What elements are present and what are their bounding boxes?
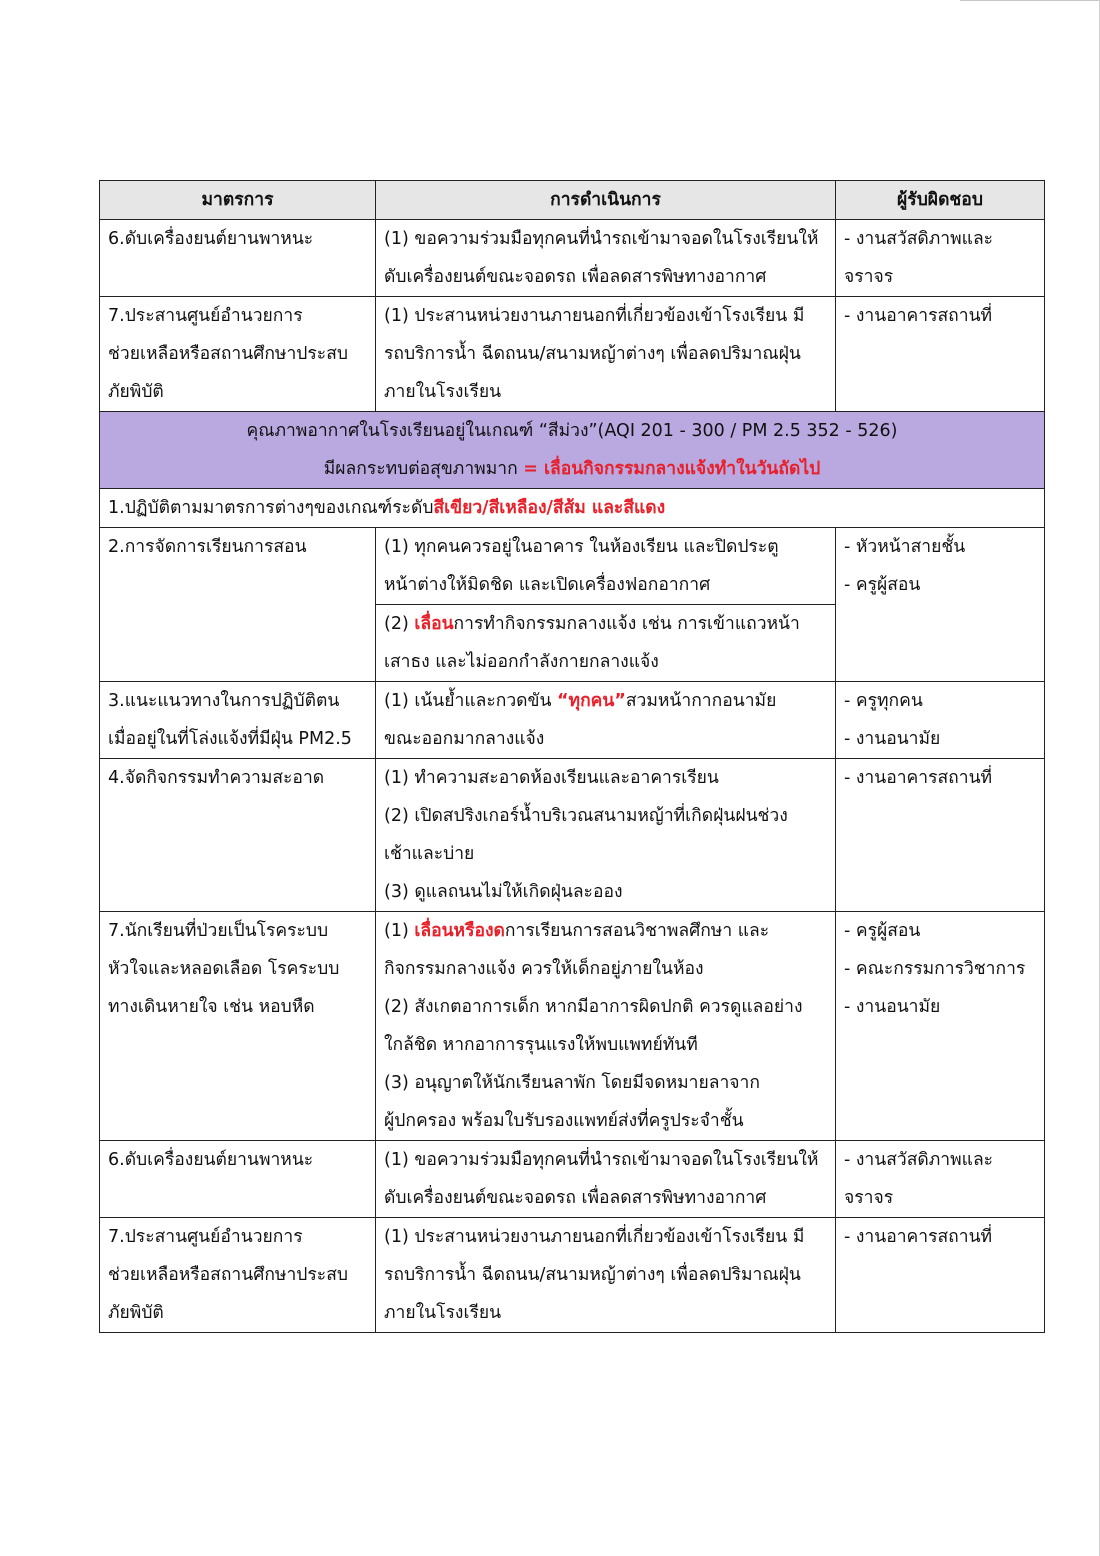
table-row <box>100 489 1045 528</box>
page-top-rule <box>960 0 1100 1</box>
table-header-row <box>100 181 1045 220</box>
measure-cell: 3.แนะแนวทางในการปฏิบัติตน เมื่ออยู่ในที่โล่งแจ้งที่มีฝุ่น PM2.5 <box>100 682 376 759</box>
table-row <box>100 297 1045 412</box>
responsible-cell: - งานสวัสดิภาพและ จราจร <box>836 1141 1045 1218</box>
action-cell: (1) ทุกคนควรอยู่ในอาคาร ในห้องเรียน และปิดประตู หน้าต่างให้มิดชิด และเปิดเครื่องฟอกอากาศ <box>376 528 836 605</box>
responsible-cell: - งานอาคารสถานที่ <box>836 759 1045 912</box>
action-cell: (1) เน้นย้ำและกวดขัน “ทุกคน”สวมหน้ากากอนามัย ขณะออกมากลางแจ้ง <box>376 682 836 759</box>
responsible-cell: - งานสวัสดิภาพและ จราจร <box>836 220 1045 297</box>
table-row <box>100 912 1045 1141</box>
responsible-cell: - งานอาคารสถานที่ <box>836 1218 1045 1333</box>
table-row <box>100 1218 1045 1333</box>
measure-cell: 4.จัดกิจกรรมทำความสะอาด <box>100 759 376 912</box>
header-responsible: ผู้รับผิดชอบ <box>836 181 1045 220</box>
follow-measures-cell: 1.ปฏิบัติตามมาตรการต่างๆของเกณฑ์ระดับสีเขียว/สีเหลือง/สีส้ม และสีแดง <box>100 489 1045 528</box>
responsible-cell: - ครูผู้สอน - คณะกรรมการวิชาการ - งานอนามัย <box>836 912 1045 1141</box>
measures-table <box>99 180 1045 1333</box>
measure-cell: 7.ประสานศูนย์อำนวยการ ช่วยเหลือหรือสถานศึกษาประสบ ภัยพิบัติ <box>100 297 376 412</box>
table-row <box>100 682 1045 759</box>
responsible-cell: - งานอาคารสถานที่ <box>836 297 1045 412</box>
action-cell: (1) ขอความร่วมมือทุกคนที่นำรถเข้ามาจอดในโรงเรียนให้ ดับเครื่องยนต์ขณะจอดรถ เพื่อลดสารพิษทางอากาศ <box>376 220 836 297</box>
purple-level-banner: คุณภาพอากาศในโรงเรียนอยู่ในเกณฑ์ “สีม่วง”(AQI 201 - 300 / PM 2.5 352 - 526) มีผลกระทบต่อสุขภาพมาก = เลื่อนกิจกรรมกลางแจ้งทำในวันถัดไป <box>100 412 1045 489</box>
action-cell: (1) เลื่อนหรืองดการเรียนการสอนวิชาพลศึกษา และ กิจกรรมกลางแจ้ง ควรให้เด็กอยู่ภายในห้อง (2) สังเกตอาการเด็ก หากมีอาการผิดปกติ ควรดูแลอย่าง ใกล้ชิด หากอาการรุนแรงให้พบแพทย์ทันที (3) อนุญาตให้นักเรียนลาพัก โดยมีจดหมายลาจาก ผู้ปกครอง พร้อมใบรับรองแพทย์ส่งที่ครูประจำชั้น <box>376 912 836 1141</box>
action-cell: (1) ประสานหน่วยงานภายนอกที่เกี่ยวข้องเข้าโรงเรียน มี รถบริการน้ำ ฉีดถนน/สนามหญ้าต่างๆ เพื่อลดปริมาณฝุ่น ภายในโรงเรียน <box>376 297 836 412</box>
measure-cell: 6.ดับเครื่องยนต์ยานพาหนะ <box>100 1141 376 1218</box>
measure-cell: 6.ดับเครื่องยนต์ยานพาหนะ <box>100 220 376 297</box>
action-cell: (1) ประสานหน่วยงานภายนอกที่เกี่ยวข้องเข้าโรงเรียน มี รถบริการน้ำ ฉีดถนน/สนามหญ้าต่างๆ เพื่อลดปริมาณฝุ่น ภายในโรงเรียน <box>376 1218 836 1333</box>
responsible-cell: - ครูทุกคน - งานอนามัย <box>836 682 1045 759</box>
action-cell: (2) เลื่อนการทำกิจกรรมกลางแจ้ง เช่น การเข้าแถวหน้า เสาธง และไม่ออกกำลังกายกลางแจ้ง <box>376 605 836 682</box>
table-row <box>100 759 1045 912</box>
purple-level-banner-row <box>100 412 1045 489</box>
responsible-cell: - หัวหน้าสายชั้น - ครูผู้สอน <box>836 528 1045 682</box>
table-row <box>100 1141 1045 1218</box>
action-cell: (1) ทำความสะอาดห้องเรียนและอาคารเรียน (2) เปิดสปริงเกอร์น้ำบริเวณสนามหญ้าที่เกิดฝุ่นฝนช่วง เช้าและบ่าย (3) ดูแลถนนไม่ให้เกิดฝุ่นละออง <box>376 759 836 912</box>
action-cell: (1) ขอความร่วมมือทุกคนที่นำรถเข้ามาจอดในโรงเรียนให้ ดับเครื่องยนต์ขณะจอดรถ เพื่อลดสารพิษทางอากาศ <box>376 1141 836 1218</box>
measure-cell: 2.การจัดการเรียนการสอน <box>100 528 376 682</box>
measure-cell: 7.ประสานศูนย์อำนวยการ ช่วยเหลือหรือสถานศึกษาประสบ ภัยพิบัติ <box>100 1218 376 1333</box>
table-row <box>100 220 1045 297</box>
header-action: การดำเนินการ <box>376 181 836 220</box>
table-row <box>100 528 1045 605</box>
measure-cell: 7.นักเรียนที่ป่วยเป็นโรคระบบ หัวใจและหลอดเลือด โรคระบบ ทางเดินหายใจ เช่น หอบหืด <box>100 912 376 1141</box>
header-measure: มาตรการ <box>100 181 376 220</box>
